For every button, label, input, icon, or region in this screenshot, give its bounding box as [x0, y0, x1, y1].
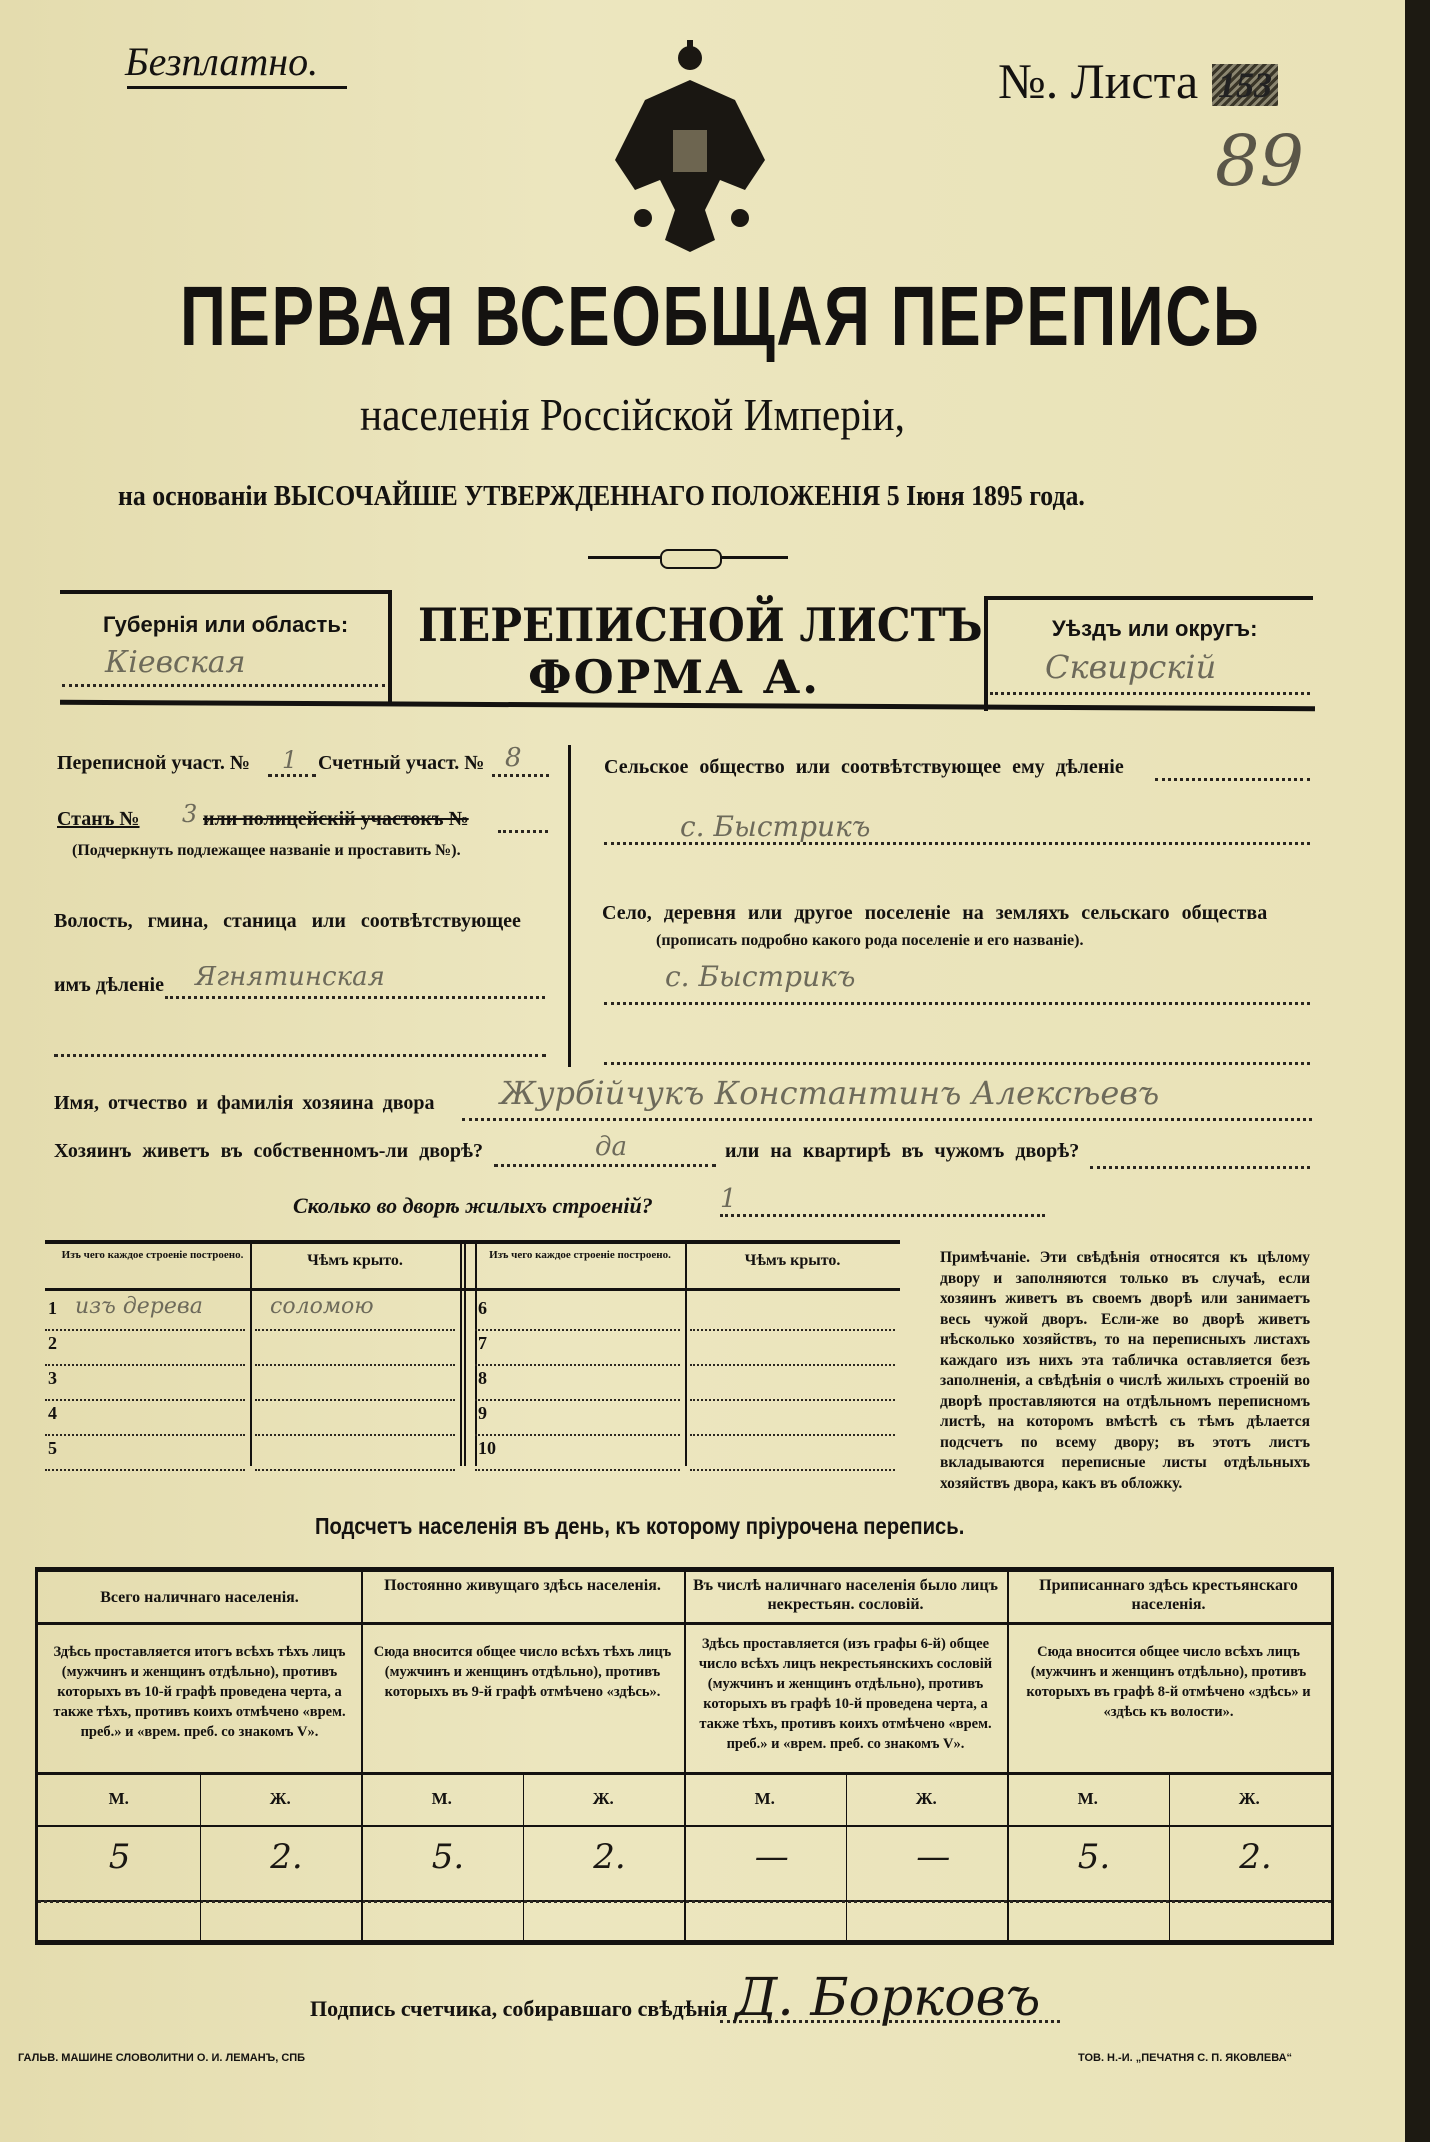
- village-hint: (прописать подробно какого рода поселеніе и его названіе).: [656, 932, 1084, 949]
- police-label: или полицейскій участокъ №: [203, 808, 469, 830]
- society-value[interactable]: с. Быстрикъ: [680, 810, 871, 843]
- free-underline: [127, 86, 347, 89]
- row-number: 2: [48, 1333, 57, 1353]
- box-divider-right: [984, 596, 988, 711]
- fields-divider: [568, 745, 571, 1067]
- uezd-field-line: [990, 692, 1310, 695]
- column-title: Приписаннаго здѣсь крестьянскаго населенія.: [1039, 1577, 1298, 1613]
- female-header: Ж.: [269, 1789, 291, 1808]
- male-header: М.: [108, 1789, 129, 1808]
- footer-right: ТОВ. Н.-И. „ПЕЧАТНЯ С. П. ЯКОВЛЕВА“: [1078, 2052, 1293, 2064]
- society-label: Сельское общество или соотвѣтствующее ему дѣленіе: [604, 756, 1124, 778]
- row-separator: [45, 1329, 245, 1331]
- free-label: Безплатно.: [125, 39, 319, 84]
- box-top-left: [60, 590, 390, 594]
- table-header-line: [45, 1288, 900, 1291]
- volost-line-2: [54, 1054, 546, 1057]
- column-description: Сюда вносится общее число всѣхъ тѣхъ лицъ (мужчинъ и женщинъ отдѣльно), противъ которыхъ въ 9-й графѣ отмѣчено «здѣсь».: [373, 1644, 672, 1700]
- row-separator: [45, 1364, 245, 1366]
- stan-value[interactable]: 3: [182, 800, 198, 828]
- sheet-number-label: №. Листа: [998, 53, 1199, 109]
- underline-hint: (Подчеркнуть подлежащее названіе и проставить №).: [72, 842, 461, 859]
- rented-line: [1090, 1166, 1310, 1169]
- column-description: Здѣсь проставляется (изъ графы 6-й) общее число всѣхъ лицъ некрестьянскихъ сословій (мужчинъ и женщинъ отдѣльно), противъ которыхъ въ графѣ 10-й проведена черта, а также тѣхъ, противъ коихъ отмѣчено «врем. преб.» и «врем. преб. со знакомъ V».: [698, 1636, 993, 1752]
- column-title: Въ числѣ наличнаго населенія было лицъ некрестьян. сословій.: [693, 1577, 998, 1613]
- male-count[interactable]: 5.: [1077, 1837, 1111, 1877]
- own-yard-line: [494, 1164, 716, 1167]
- population-heading: Подсчетъ населенія въ день, къ которому пріурочена перепись.: [315, 1513, 965, 1539]
- signature[interactable]: Д. Борковъ: [735, 1968, 1041, 2028]
- police-line: [498, 830, 548, 833]
- row-separator: [255, 1364, 455, 1366]
- row-separator: [45, 1469, 245, 1471]
- buildings-note: Примѣчаніе. Эти свѣдѣнія относятся къ цѣлому двору и заполняются только въ случаѣ, если хозяинъ живетъ въ своемъ дворѣ или занимаетъ весь чужой дворъ. Если-же во дворѣ живетъ нѣсколько хозяйствъ, то на переписныхъ листахъ каждаго изъ нихъ эта табличка оставляется безъ заполненія, а свѣдѣнія о числѣ жилыхъ строеній во дворѣ проставляются на отдѣльномъ переписномъ листѣ, на которомъ вмѣстѣ съ тѣмъ дѣлается подсчетъ по всему двору; въ этотъ листъ вкладываются переписные листы отдѣльныхъ хозяйствъ двора, какъ въ обложку.: [940, 1249, 1310, 1492]
- form-subtitle: ФОРМА А.: [528, 650, 821, 704]
- guberniya-label: Губернія или область:: [103, 612, 349, 637]
- society-line-2: [604, 842, 1310, 845]
- female-count[interactable]: 2.: [270, 1837, 303, 1877]
- female-header: Ж.: [915, 1789, 937, 1808]
- row-number: 1: [48, 1298, 57, 1318]
- table-column-divider: [250, 1244, 252, 1466]
- column-header-roof: Чѣмъ крыто.: [744, 1252, 841, 1269]
- census-district-value[interactable]: 1: [282, 746, 298, 774]
- village-label: Село, деревня или другое поселеніе на земляхъ сельскаго общества: [602, 902, 1268, 924]
- male-count[interactable]: 5: [108, 1837, 131, 1877]
- row-separator: [45, 1434, 245, 1436]
- society-line: [1155, 778, 1310, 781]
- count-district-value[interactable]: 8: [505, 743, 522, 773]
- row-separator: [255, 1329, 455, 1331]
- row-separator: [475, 1469, 680, 1471]
- village-line: [604, 1002, 1310, 1005]
- column-title: Постоянно живущаго здѣсь населенія.: [384, 1577, 661, 1594]
- male-count[interactable]: 5.: [431, 1837, 465, 1877]
- row-separator: [255, 1399, 455, 1401]
- row-number: 9: [478, 1403, 487, 1423]
- page-subtitle: населенія Россійской Имперіи,: [360, 389, 905, 440]
- row-separator: [690, 1364, 895, 1366]
- village-value[interactable]: с. Быстрикъ: [665, 960, 856, 993]
- rented-label: или на квартирѣ въ чужомъ дворѣ?: [725, 1140, 1080, 1162]
- owner-label: Имя, отчество и фамилія хозяина двора: [54, 1092, 435, 1114]
- box-divider-left: [388, 590, 392, 705]
- row-number: 10: [478, 1438, 496, 1458]
- uezd-value[interactable]: Сквирскій: [1045, 648, 1217, 686]
- column-header-material: Изъ чего каждое строеніе построено.: [489, 1249, 671, 1261]
- owner-line: [462, 1118, 1312, 1121]
- volost-line: [165, 996, 545, 999]
- column-divider: [684, 1572, 686, 1940]
- column-description: Здѣсь проставляется итогъ всѣхъ тѣхъ лицъ (мужчинъ и женщинъ отдѣльно), противъ которыхъ въ 10-й графѣ проведена черта, а также тѣхъ, противъ коихъ отмѣчено «врем. преб.» и «врем. преб. со знакомъ V».: [53, 1644, 346, 1740]
- signature-label: Подпись счетчика, собиравшаго свѣдѣнія: [310, 1996, 728, 2021]
- sheet-number-handwritten: 89: [1215, 120, 1305, 202]
- table-column-divider: [460, 1244, 462, 1466]
- village-line-2: [604, 1062, 1310, 1065]
- stan-label: Станъ №: [57, 808, 140, 830]
- sheet-number-crossed: 153: [1212, 64, 1278, 106]
- ornament-center: [660, 549, 722, 569]
- row-number: 5: [48, 1438, 57, 1458]
- form-title: ПЕРЕПИСНОЙ ЛИСТЪ: [418, 598, 983, 652]
- column-divider: [361, 1572, 363, 1940]
- male-header: М.: [754, 1789, 775, 1808]
- female-count[interactable]: —: [916, 1837, 951, 1877]
- column-divider: [1007, 1572, 1009, 1940]
- own-yard-label: Хозяинъ живетъ въ собственномъ-ли дворѣ?: [54, 1140, 484, 1162]
- guberniya-field-line: [62, 684, 385, 687]
- table-column-divider: [464, 1244, 466, 1466]
- row-number: 7: [478, 1333, 487, 1353]
- table-column-divider: [685, 1244, 687, 1466]
- buildings-label: Сколько во дворѣ жилыхъ строеній?: [293, 1193, 653, 1218]
- own-yard-value[interactable]: да: [595, 1132, 627, 1162]
- material-value[interactable]: изъ дерева: [75, 1294, 203, 1319]
- box-top-right: [985, 596, 1313, 600]
- row-separator: [690, 1399, 895, 1401]
- row-separator: [475, 1399, 680, 1401]
- male-header: М.: [431, 1789, 452, 1808]
- volost-label-2: имъ дѣленіе: [54, 974, 164, 996]
- volost-label: Волость, гмина, станица или соотвѣтствующее: [54, 910, 521, 932]
- male-count[interactable]: —: [754, 1837, 789, 1877]
- census-district-label: Переписной участ. №: [57, 752, 250, 774]
- row-separator: [690, 1329, 895, 1331]
- buildings-table: [45, 1240, 900, 1466]
- page-title: [180, 268, 1430, 365]
- column-header-material: Изъ чего каждое строеніе построено.: [61, 1249, 244, 1261]
- buildings-value[interactable]: 1: [720, 1184, 737, 1214]
- uezd-label: Уѣздъ или округъ:: [1052, 616, 1258, 641]
- row-separator: [475, 1434, 680, 1436]
- double-headed-eagle-icon: [605, 40, 775, 255]
- female-count[interactable]: 2.: [1239, 1837, 1272, 1877]
- buildings-line: [720, 1214, 1045, 1217]
- legal-basis: [118, 480, 1204, 513]
- count-district-label: Счетный участ. №: [318, 752, 485, 774]
- column-title: Всего наличнаго населенія.: [100, 1589, 299, 1606]
- count-district-line: [492, 774, 549, 777]
- row-separator: [690, 1434, 895, 1436]
- column-header-roof: Чѣмъ крыто.: [307, 1252, 403, 1269]
- row-separator: [475, 1364, 680, 1366]
- legal-basis-text: на основаніи ВЫСОЧАЙШЕ УТВЕРЖДЕННАГО ПОЛОЖЕНІЯ 5 Іюня 1895 года.: [118, 480, 1085, 512]
- row-number: 8: [478, 1368, 487, 1388]
- population-table: [35, 1567, 1334, 1945]
- roof-value[interactable]: соломою: [270, 1294, 374, 1319]
- table-column-divider: [475, 1244, 477, 1466]
- footer-left: ГАЛЬВ. МАШИНЕ СЛОВОЛИТНИ О. И. ЛЕМАНЪ, СПБ: [18, 2052, 306, 2064]
- row-separator: [255, 1469, 455, 1471]
- row-separator: [475, 1329, 680, 1331]
- row-number: 4: [48, 1403, 57, 1423]
- row-number: 3: [48, 1368, 57, 1388]
- female-header: Ж.: [1238, 1789, 1260, 1808]
- row-separator: [255, 1434, 455, 1436]
- guberniya-value[interactable]: Кіевская: [105, 645, 246, 680]
- census-district-line: [268, 774, 316, 777]
- row-separator: [45, 1399, 245, 1401]
- female-count[interactable]: 2.: [593, 1837, 626, 1877]
- page-title-text: ПЕРВАЯ ВСЕОБЩАЯ ПЕРЕПИСЬ: [180, 269, 1261, 363]
- row-separator: [690, 1469, 895, 1471]
- owner-value[interactable]: Журбійчукъ Константинъ Алексѣевъ: [500, 1074, 1160, 1112]
- female-header: Ж.: [592, 1789, 614, 1808]
- column-description: Сюда вносится общее число всѣхъ лицъ (мужчинъ и женщинъ отдѣльно), противъ которыхъ въ графѣ 8-й отмѣчено «здѣсь» и «здѣсь къ волости».: [1026, 1644, 1311, 1720]
- row-number: 6: [478, 1298, 487, 1318]
- male-header: М.: [1077, 1789, 1098, 1808]
- volost-value[interactable]: Ягнятинская: [195, 962, 385, 992]
